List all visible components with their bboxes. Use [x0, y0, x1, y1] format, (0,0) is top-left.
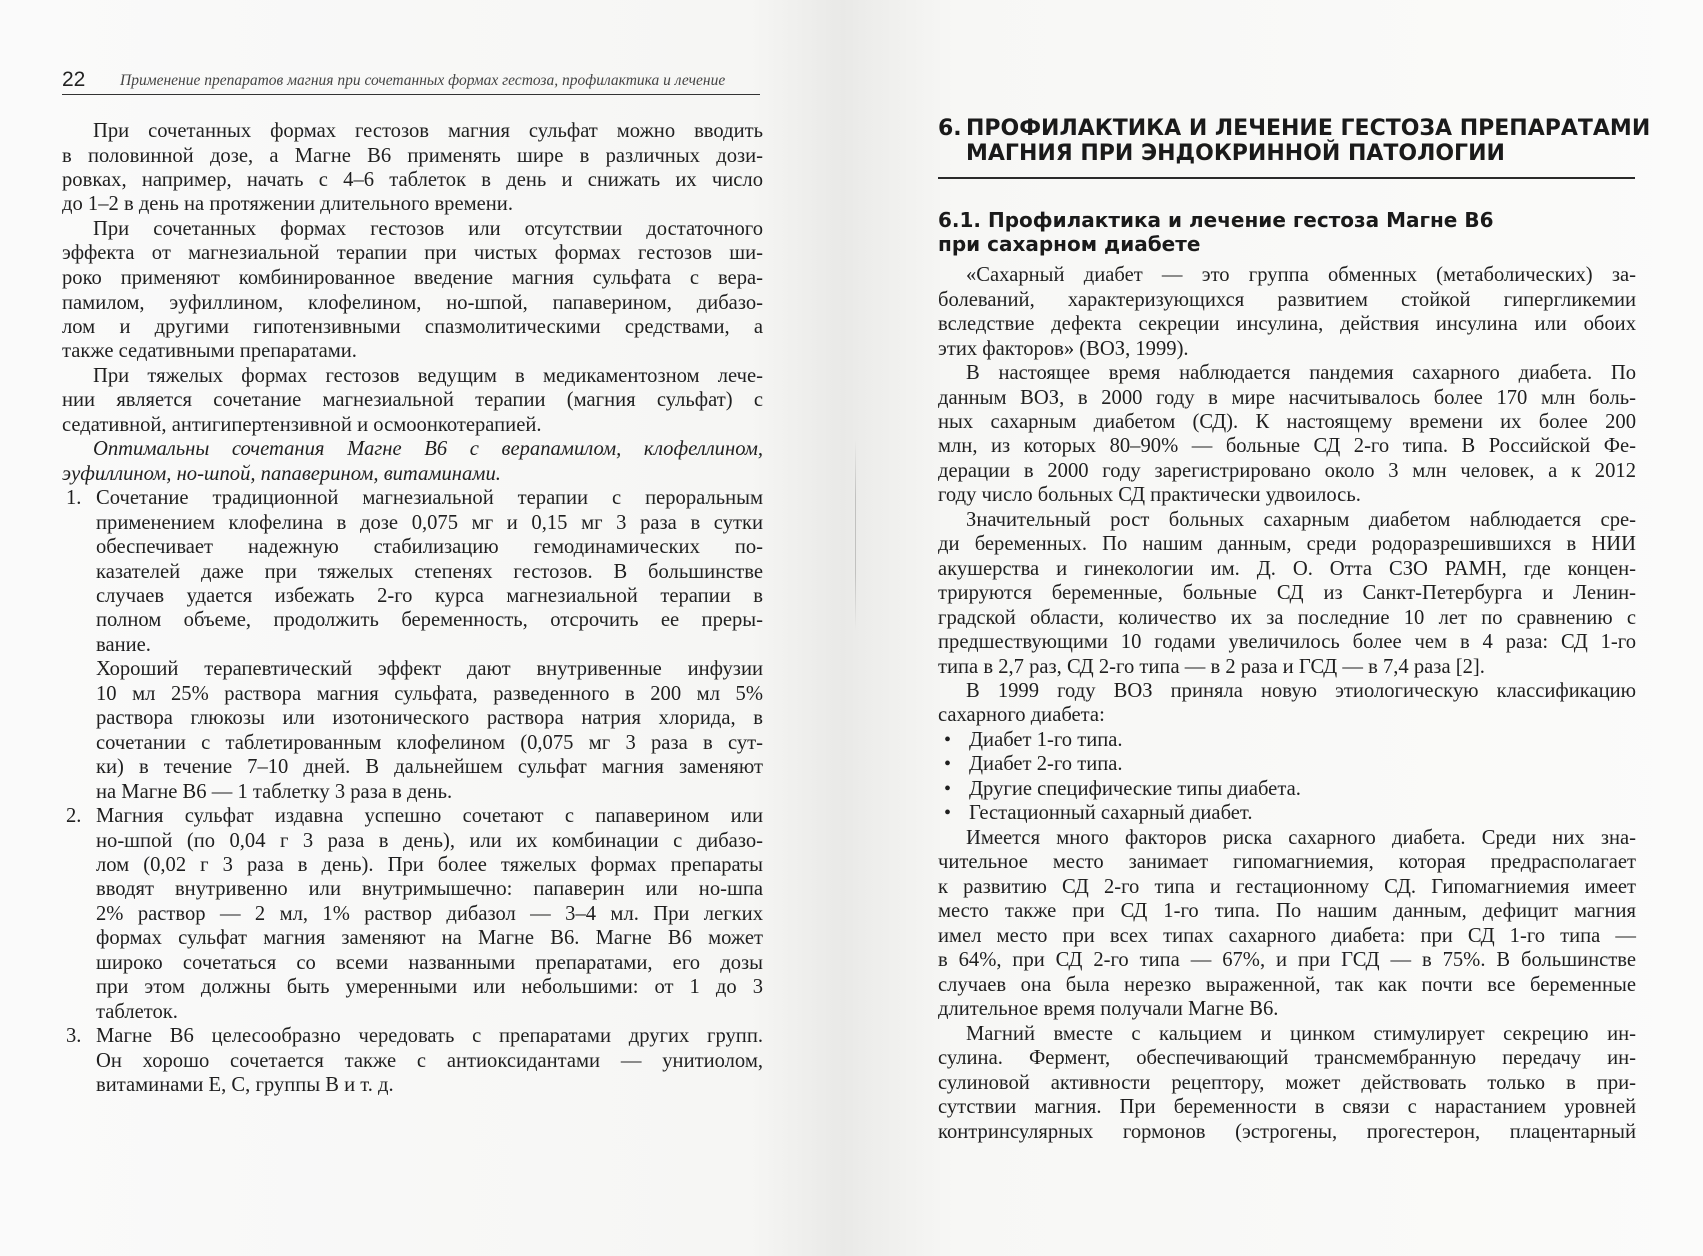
- text-line: ди беременных. По нашим данным, среди родоразрешившихся в НИИ: [938, 533, 1636, 555]
- text-line: сахарного диабета:: [938, 704, 1105, 726]
- text-line: «Сахарный диабет — это группа обменных (метаболических) за-: [966, 264, 1636, 286]
- left-page: [0, 0, 850, 1256]
- text-line: Значительный рост больных сахарным диабетом наблюдается сре-: [966, 509, 1636, 531]
- chapter-title-line2: МАГНИЯ ПРИ ЭНДОКРИННОЙ ПАТОЛОГИИ: [966, 141, 1505, 166]
- text-line: Магний вместе с кальцием и цинком стимулирует секрецию ин-: [966, 1023, 1636, 1045]
- text-line: роко применяют комбинированное введение магния сульфата с вера-: [62, 267, 763, 289]
- text-line: сочетании с таблетированным клофелином (0,075 мг 3 раза в сут-: [96, 732, 763, 754]
- text-line: При сочетанных формах гестозов магния сульфат можно вводить: [93, 120, 763, 142]
- text-line: казателей даже при тяжелых степенях гестозов. В большинстве: [96, 561, 763, 583]
- text-line: вводят внутривенно или внутримышечно: папаверин или но-шпа: [96, 878, 763, 900]
- text-line: случаев удается избежать 2-го курса магнезиальной терапии в: [96, 585, 763, 607]
- text-line: имел место при всех типах сахарного диабета: при СД 1-го типа —: [938, 925, 1636, 947]
- text-line: седативной, антигипертензивной и осмоонкотерапией.: [62, 414, 542, 436]
- text-line: сулиновой активности рецептору, может действовать только в при-: [938, 1072, 1636, 1094]
- text-line: Хороший терапевтический эффект дают внутривенные инфузии: [96, 658, 763, 680]
- text-line: обеспечивает надежную стабилизацию гемодинамических по-: [96, 536, 763, 558]
- text-line: В настоящее время наблюдается пандемия сахарного диабета. По: [966, 362, 1636, 384]
- text-line: сутствии магния. При беременности в связи с нарастанием уровней: [938, 1096, 1636, 1118]
- text-line: на Магне В6 — 1 таблетку 3 раза в день.: [96, 781, 453, 803]
- text-line: к развитию СД 2-го типа и гестационному СД. Гипомагниемия имеет: [938, 876, 1636, 898]
- section-title-line1: 6.1. Профилактика и лечение гестоза Магне В6: [938, 208, 1494, 232]
- text-line: Он хорошо сочетается также с антиоксидантами — унитиолом,: [96, 1050, 763, 1072]
- page-number: 22: [62, 68, 86, 91]
- book-gutter: [855, 440, 856, 630]
- text-line: чительное место занимает гипомагниемия, которая предрасполагает: [938, 851, 1636, 873]
- text-line: градской области, количество их за последние 10 лет по сравнению с: [938, 607, 1636, 629]
- text-line: млн, из которых 80–90% — больные СД 2-го типа. В Российской Фе-: [938, 435, 1636, 457]
- text-line: контринсулярных гормонов (эстрогены, прогестерон, плацентарный: [938, 1121, 1636, 1143]
- text-line: эффекта от магнезиальной терапии при чистых формах гестозов ши-: [62, 242, 763, 264]
- text-line: в 64%, при СД 2-го типа — 67%, и при ГСД — в 75%. В большинстве: [938, 949, 1636, 971]
- bullet: •: [944, 778, 952, 800]
- list-number: 3.: [66, 1025, 82, 1047]
- text-line: этих факторов» (ВОЗ, 1999).: [938, 338, 1189, 360]
- text-line: памилом, эуфиллином, клофелином, но-шпой, папаверином, дибазо-: [62, 292, 763, 314]
- text-line: Магне В6 целесообразно чередовать с препаратами других групп.: [96, 1025, 763, 1047]
- text-line: нии является сочетание магнезиальной терапии (магния сульфат) с: [62, 389, 763, 411]
- text-line: но-шпой (по 0,04 г 3 раза в день), или их комбинации с дибазо-: [96, 830, 763, 852]
- text-line: В 1999 году ВОЗ приняла новую этиологическую классификацию: [966, 680, 1636, 702]
- text-line: также седативными препаратами.: [62, 340, 357, 362]
- list-item: Другие специфические типы диабета.: [969, 778, 1301, 800]
- text-line: При тяжелых формах гестозов ведущим в медикаментозном лече-: [93, 365, 763, 387]
- text-line: таблеток.: [96, 1001, 178, 1023]
- text-line: трируются беременные, больные СД из Санкт-Петербурга и Ленин-: [938, 582, 1636, 604]
- text-line: ки) в течение 7–10 дней. В дальнейшем сульфат магния заменяют: [96, 756, 763, 778]
- text-line: лом и другими гипотензивными спазмолитическими средствами, а: [62, 316, 763, 338]
- text-line: При сочетанных формах гестозов или отсутствии достаточного: [93, 218, 763, 240]
- text-line: лом (0,02 г 3 раза в день). При более тяжелых формах препараты: [96, 854, 763, 876]
- text-line: Сочетание традиционной магнезиальной терапии с пероральным: [96, 487, 763, 509]
- text-line: ровках, например, начать с 4–6 таблеток в день и снижать их число: [62, 169, 763, 191]
- text-line: длительное время получали Магне В6.: [938, 998, 1279, 1020]
- text-line: вследствие дефекта секреции инсулина, действия инсулина или обоих: [938, 313, 1636, 335]
- text-line: Магния сульфат издавна успешно сочетают с папаверином или: [96, 805, 763, 827]
- text-line-italic: эуфиллином, но-шпой, папаверином, витаминами.: [62, 463, 501, 485]
- text-line-italic: Оптимальны сочетания Магне В6 с верапамилом, клофеллином,: [93, 438, 763, 460]
- chapter-rule: [938, 177, 1635, 179]
- list-number: 2.: [66, 805, 82, 827]
- text-line: витаминами Е, С, группы В и т. д.: [96, 1074, 394, 1096]
- text-line: полном объеме, продолжить беременность, отсрочить ее преры-: [96, 609, 763, 631]
- text-line: формах сульфат магния заменяют на Магне В6. Магне В6 может: [96, 927, 763, 949]
- bullet: •: [944, 802, 952, 824]
- bullet: •: [944, 753, 952, 775]
- text-line: случаев она была нерезко выраженной, так как почти все беременные: [938, 974, 1636, 996]
- section-title-line2: при сахарном диабете: [938, 232, 1201, 256]
- chapter-number: 6.: [938, 116, 962, 141]
- header-rule: [62, 94, 760, 95]
- text-line: болеваний, характеризующихся развитием стойкой гипергликемии: [938, 289, 1636, 311]
- text-line: ных сахарным диабетом (СД). К настоящему времени их более 200: [938, 411, 1636, 433]
- text-line: применением клофелина в дозе 0,075 мг и 0,15 мг 3 раза в сутки: [96, 512, 763, 534]
- bullet: •: [944, 729, 952, 751]
- list-item: Диабет 2-го типа.: [969, 753, 1123, 775]
- text-line: Имеется много факторов риска сахарного диабета. Среди них зна-: [966, 827, 1636, 849]
- text-line: предшествующими 10 годами увеличилось более чем в 4 раза: СД 1-го: [938, 631, 1636, 653]
- text-line: широко сочетаться со всеми названными препаратами, его дозы: [96, 952, 763, 974]
- list-item: Гестационный сахарный диабет.: [969, 802, 1253, 824]
- running-title: Применение препаратов магния при сочетанных формах гестоза, профилактика и лечение: [120, 72, 726, 89]
- text-line: дерации в 2000 году зарегистрировано около 3 млн человек, а к 2012: [938, 460, 1636, 482]
- text-line: в половинной дозе, а Магне В6 применять шире в различных дози-: [62, 145, 763, 167]
- text-line: раствора глюкозы или изотонического раствора натрия хлорида, в: [96, 707, 763, 729]
- list-item: Диабет 1-го типа.: [969, 729, 1123, 751]
- chapter-title-line1: ПРОФИЛАКТИКА И ЛЕЧЕНИЕ ГЕСТОЗА ПРЕПАРАТАМИ: [966, 116, 1651, 141]
- text-line: году число больных СД практически удвоилось.: [938, 484, 1361, 506]
- text-line: место также при СД 1-го типа. По нашим данным, дефицит магния: [938, 900, 1636, 922]
- text-line: при этом должны быть умеренными или небольшими: от 1 до 3: [96, 976, 763, 998]
- text-line: 10 мл 25% раствора магния сульфата, разведенного в 200 мл 5%: [96, 683, 763, 705]
- text-line: 2% раствор — 2 мл, 1% раствор дибазол — 3–4 мл. При легких: [96, 903, 763, 925]
- text-line: типа в 2,7 раз, СД 2-го типа — в 2 раза и ГСД — в 7,4 раза [2].: [938, 656, 1485, 678]
- text-line: сулина. Фермент, обеспечивающий трансмембранную передачу ин-: [938, 1047, 1636, 1069]
- text-line: акушерства и гинекологии им. Д. О. Отта СЗО РАМН, где концен-: [938, 558, 1636, 580]
- text-line: вание.: [96, 634, 151, 656]
- text-line: до 1–2 в день на протяжении длительного времени.: [62, 193, 513, 215]
- text-line: данным ВОЗ, в 2000 году в мире насчитывалось более 170 млн боль-: [938, 387, 1636, 409]
- list-number: 1.: [66, 487, 82, 509]
